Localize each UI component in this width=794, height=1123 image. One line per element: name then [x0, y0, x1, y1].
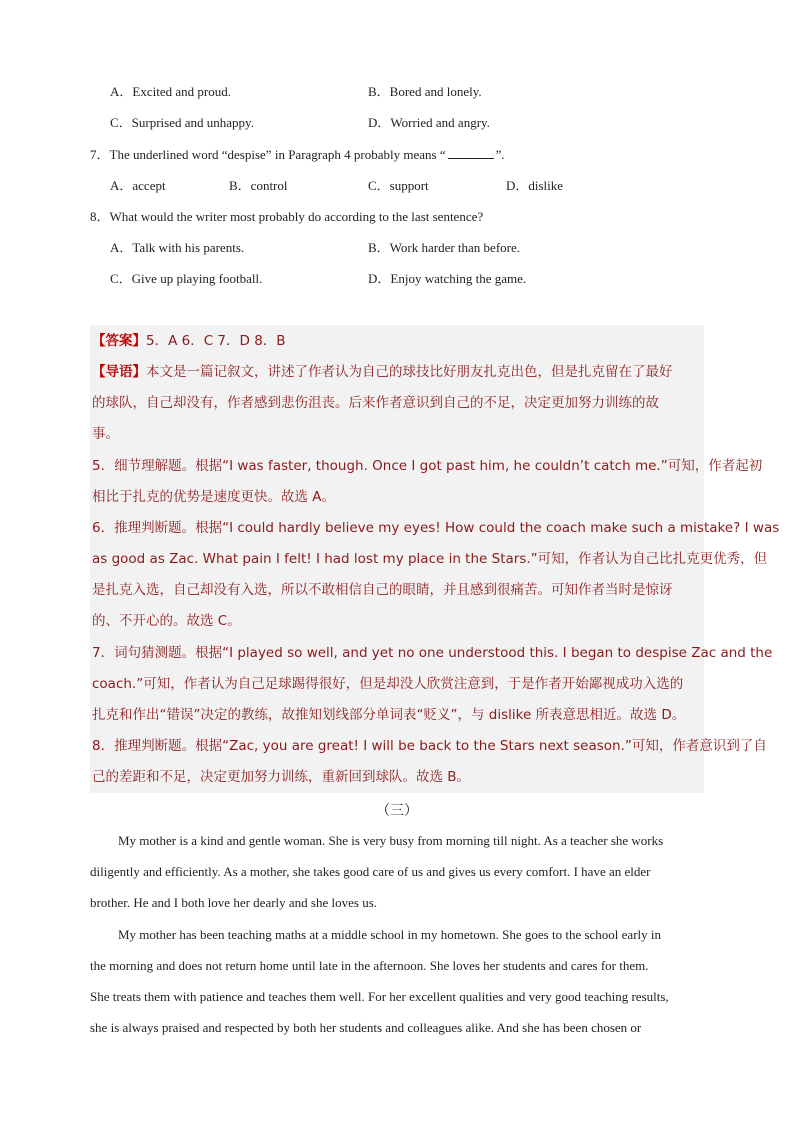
explanation-6-line-4: 的、不开心的。故选 C。 [92, 613, 241, 629]
guide-line-3: 事。 [92, 426, 119, 442]
q7-option-d: D．dislike [506, 178, 564, 193]
explanation-5-line-2: 相比于扎克的优势是速度更快。故选 A。 [92, 489, 336, 505]
q7-option-b: B．control [229, 178, 288, 193]
guide-tag: 【导语】 [92, 364, 146, 380]
question-7-stem-end: ”. [495, 147, 505, 162]
explanation-6-line-3: 是扎克入选，自己却没有入选，所以不敢相信自己的眼睛，并且感到很痛苦。可知作者当时是惊讶 [92, 582, 673, 598]
explanation-5-line-1: 5．细节理解题。根据“I was faster, though. Once I got past him, he couldn’t catch me.”可知，作者起初 [92, 458, 763, 474]
explanation-8-line-1: 8．推理判断题。根据“Zac, you are great! I will be back to the Stars next season.”可知，作者意识到了自 [92, 738, 767, 754]
passage-line: she is always praised and respected by both her students and colleagues alike. And she has been chosen or [90, 1020, 642, 1035]
passage-line: She treats them with patience and teaches them well. For her excellent qualities and very good teaching results, [90, 989, 669, 1004]
passage-line: diligently and efficiently. As a mother, she takes good care of us and gives us every comfort. I have an elder [90, 864, 651, 879]
passage-line: My mother has been teaching maths at a middle school in my hometown. She goes to the school early in [118, 927, 661, 942]
guide-text: 本文是一篇记叙文，讲述了作者认为自己的球技比好朋友扎克出色，但是扎克留在了最好 [146, 364, 673, 380]
passage-line: the morning and does not return home until late in the afternoon. She loves her students and cares for them. [90, 958, 649, 973]
explanation-7-line-3: 扎克和作出“错误”决定的教练，故推知划线部分单词表“贬义”，与 dislike 所表意思相近。故选 D。 [92, 707, 686, 723]
option-a: A．Excited and proud. [110, 84, 231, 99]
explanation-6-line-2: as good as Zac. What pain I felt! I had lost my place in the Stars.”可知，作者认为自己比扎克更优秀，但 [92, 551, 768, 567]
question-7-stem [90, 146, 505, 164]
explanation-7-line-2: coach.”可知，作者认为自己足球踢得很好，但是却没人欣赏注意到，于是作者开始鄙视成功入选的 [92, 676, 684, 692]
question-7-stem-text: 7．The underlined word “despise” in Paragraph 4 probably means “ [90, 147, 446, 162]
question-8-stem: 8．What would the writer most probably do according to the last sentence? [90, 209, 484, 224]
passage-line: My mother is a kind and gentle woman. She is very busy from morning till night. As a teacher she works [118, 833, 664, 848]
answer-key-line [92, 331, 286, 351]
option-d: D．Worried and angry. [368, 115, 490, 130]
q8-option-b: B．Work harder than before. [368, 240, 521, 255]
answer-key-text: 5．A 6．C 7．D 8．B [146, 333, 286, 349]
guide-line-1 [92, 362, 673, 382]
q7-option-a: A．accept [110, 178, 166, 193]
explanation-7-line-1: 7．词句猜测题。根据“I played so well, and yet no one understood this. I began to despise Zac and the [92, 645, 773, 661]
q8-option-d: D．Enjoy watching the game. [368, 271, 527, 286]
option-c: C．Surprised and unhappy. [110, 115, 254, 130]
passage-line: brother. He and I both love her dearly and she loves us. [90, 895, 378, 910]
answer-blank [448, 146, 494, 159]
explanation-6-line-1: 6．推理判断题。根据“I could hardly believe my eyes! How could the coach make such a mistake? I was [92, 520, 780, 536]
guide-line-2: 的球队，自己却没有，作者感到悲伤沮丧。后来作者意识到自己的不足，决定更加努力训练的故 [92, 395, 659, 411]
section-title: （三） [376, 803, 418, 819]
explanation-8-line-2: 己的差距和不足，决定更加努力训练，重新回到球队。故选 B。 [92, 769, 471, 785]
q7-option-c: C．support [368, 178, 429, 193]
q8-option-c: C．Give up playing football. [110, 271, 263, 286]
option-b: B．Bored and lonely. [368, 84, 482, 99]
q8-option-a: A．Talk with his parents. [110, 240, 245, 255]
answer-tag: 【答案】 [92, 333, 146, 349]
